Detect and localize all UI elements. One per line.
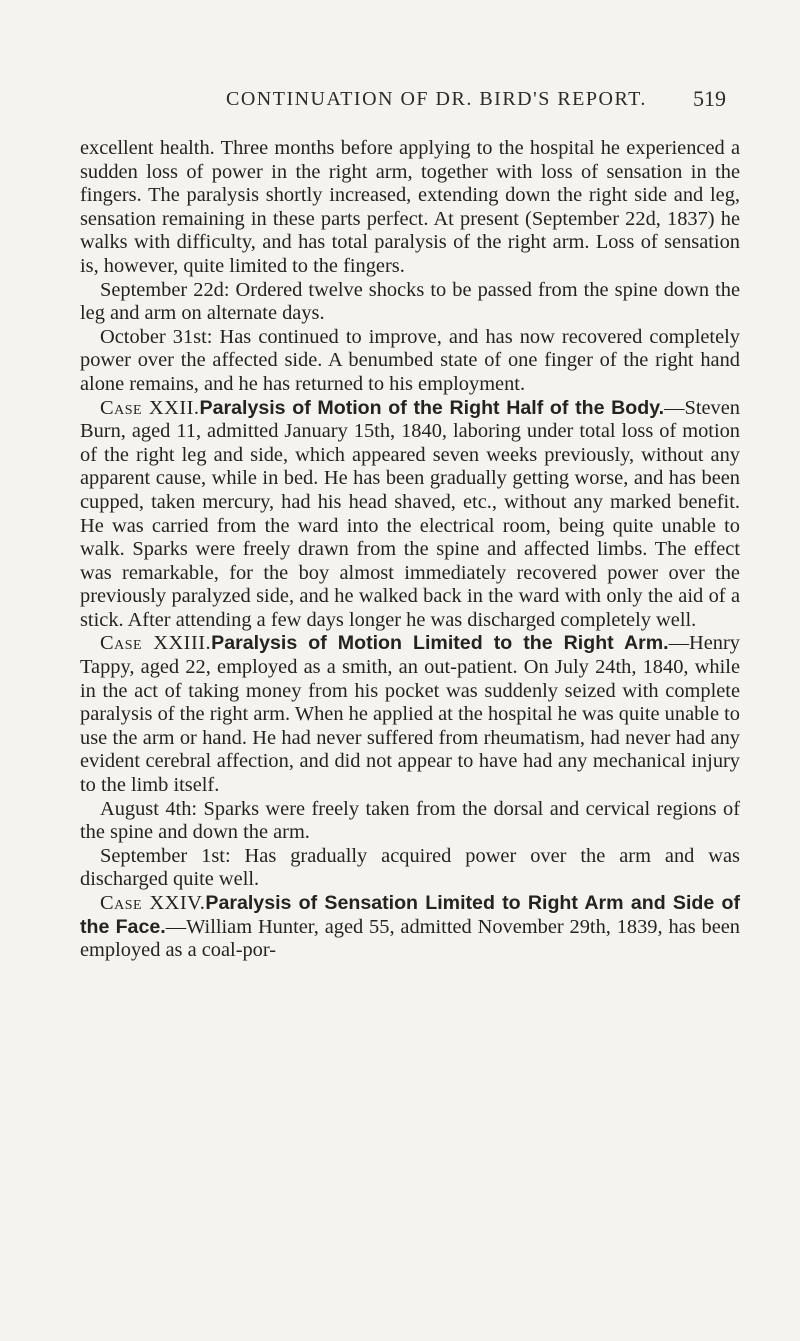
case-heading: Paralysis of Sensation Limited to Right Arm and Side of the Face.: [80, 892, 740, 938]
paragraph: October 31st: Has continued to improve, and has now recovered completely power over the affected side. A benumbed state of one finger of the right hand alone remains, and he has returned to his employment.: [80, 325, 740, 395]
running-header: [226, 88, 726, 111]
paragraph: excellent health. Three months before applying to the hospital he experienced a sudden loss of power in the right arm, together with loss of sensation in the fingers. The paralysis shortly increased, extending down the right side and leg, sensation remaining in these parts perfect. At present (September 22d, 1837) he walks with difficulty, and has total paralysis of the right arm. Loss of sensation is, however, quite limited to the fingers.: [80, 137, 740, 277]
case-heading: Paralysis of Motion of the Right Half of the Body.: [199, 396, 665, 419]
case-label: Case XXIII.: [100, 632, 212, 655]
paragraph: September 1st: Has gradually acquired power over the arm and was discharged quite well.: [80, 844, 740, 891]
case-label: Case XXII.: [100, 396, 200, 419]
running-title: CONTINUATION OF DR. BIRD'S REPORT.: [226, 88, 647, 110]
paragraph: August 4th: Sparks were freely taken from the dorsal and cervical regions of the spine and down the arm.: [80, 797, 740, 844]
case-heading: Paralysis of Motion Limited to the Right Arm.: [211, 632, 669, 655]
page-body: [80, 137, 740, 963]
case-text: —William Hunter, aged 55, admitted November 29th, 1839, has been employed as a coal-por-: [80, 915, 740, 962]
case-paragraph: [80, 892, 740, 963]
paragraph: September 22d: Ordered twelve shocks to be passed from the spine down the leg and arm on alternate days.: [80, 278, 740, 325]
case-text: —Steven Burn, aged 11, admitted January 15th, 1840, laboring under total loss of motion of the right leg and side, which appeared seven weeks previously, without any apparent cause, while in bed. He has been gradually getting worse, and has been cupped, taken mercury, had his head shaved, etc., without any marked benefit. He was carried from the ward into the electrical room, being quite unable to walk. Sparks were freely drawn from the spine and affected limbs. The effect was remarkable, for the boy almost immediately recovered power over the previously paralyzed side, and he walked back in the ward with only the aid of a stick. After attending a few days longer he was discharged completely well.: [80, 396, 740, 631]
page-number: 519: [693, 86, 726, 111]
case-paragraph: [80, 397, 740, 633]
case-text: —Henry Tappy, aged 22, employed as a smith, an out-patient. On July 24th, 1840, while in the act of taking money from his pocket was suddenly seized with complete paralysis of the right arm. When he applied at the hospital he was quite unable to use the arm or hand. He had never suffered from rheumatism, had never had any evident cerebral affection, and did not appear to have had any mechanical injury to the limb itself.: [80, 632, 740, 797]
case-paragraph: [80, 632, 740, 797]
case-label: Case XXIV.: [100, 892, 206, 914]
